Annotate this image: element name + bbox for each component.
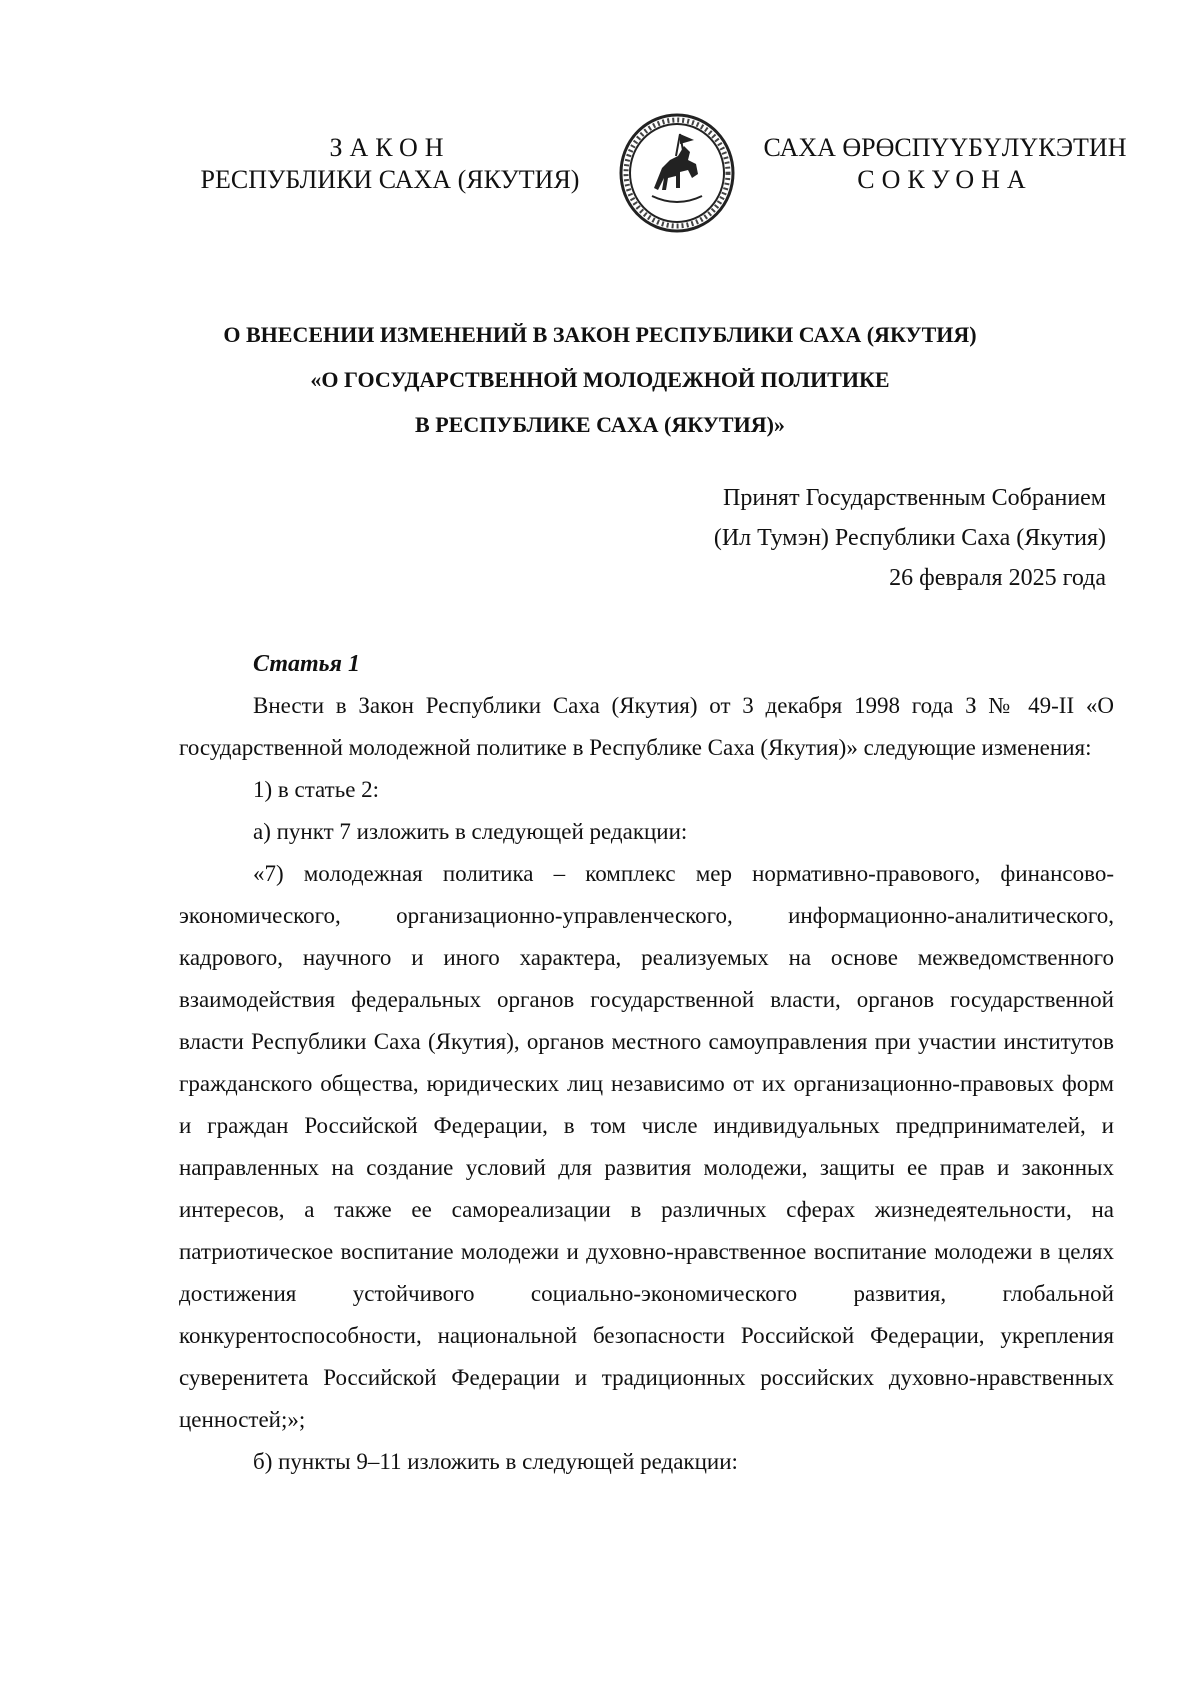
header-left-line2: РЕСПУБЛИКИ САХА (ЯКУТИЯ)	[200, 165, 580, 194]
adopted-date: 26 февраля 2025 года	[889, 565, 1106, 591]
item-7-text: «7) молодежная политика – комплекс мер нормативно-правового, финансово-экономического, организационно-управленческого, информационно-аналитического, кадрового, научного и иного характера, реализуемых на основе межведомственного взаимодействия федеральных органов государственной власти, органов государственной власти Республики Саха (Якутия), органов местного самоуправления при участии институтов гражданского общества, юридических лиц независимо от их организационно-правовых форм и граждан Российской Федерации, в том числе индивидуальных предпринимателей, и направленных на создание условий для развития молодежи, защиты ее прав и законных интересов, а также ее самореализации в различных сферах жизнедеятельности, на патриотическое воспитание молодежи и духовно-нравственное воспитание молодежи в целях достижения устойчивого социально-экономического развития, глобальной конкурентоспособности, национальной безопасности Российской Федерации, укрепления суверенитета Российской Федерации и традиционных российских духовно-нравственных ценностей;»;	[179, 861, 1114, 1432]
header-right-line1: САХА ӨРӨСПҮҮБҮЛҮКЭТИН	[763, 133, 1127, 162]
article-heading: Статья 1	[253, 651, 361, 677]
item-1: 1) в статье 2:	[253, 777, 380, 802]
article-intro: Внести в Закон Республики Саха (Якутия) от 3 декабря 1998 года З № 49-II «О государственной молодежной политике в Республике Саха (Якутия)» следующие изменения:	[179, 693, 1114, 760]
document-title	[180, 312, 1020, 447]
coat-of-arms-emblem-icon	[618, 112, 736, 234]
header-left	[190, 132, 590, 196]
adopted-line1: Принят Государственным Собранием	[723, 485, 1106, 511]
item-a: а) пункт 7 изложить в следующей редакции:	[253, 819, 688, 844]
article-body	[179, 643, 1114, 1483]
title-line1: О ВНЕСЕНИИ ИЗМЕНЕНИЙ В ЗАКОН РЕСПУБЛИКИ САХА (ЯКУТИЯ)	[223, 322, 977, 347]
header-right-line2: СОКУОНА	[857, 165, 1033, 194]
adopted-line2: (Ил Тумэн) Республики Саха (Якутия)	[713, 525, 1106, 551]
title-line2: «О ГОСУДАРСТВЕННОЙ МОЛОДЕЖНОЙ ПОЛИТИКЕ	[310, 367, 890, 392]
title-line3: В РЕСПУБЛИКЕ САХА (ЯКУТИЯ)»	[415, 412, 785, 437]
header-left-line1: ЗАКОН	[329, 133, 451, 162]
adoption-block	[714, 478, 1106, 598]
item-b: б) пункты 9–11 изложить в следующей редакции:	[253, 1449, 738, 1474]
header-right	[745, 132, 1145, 196]
